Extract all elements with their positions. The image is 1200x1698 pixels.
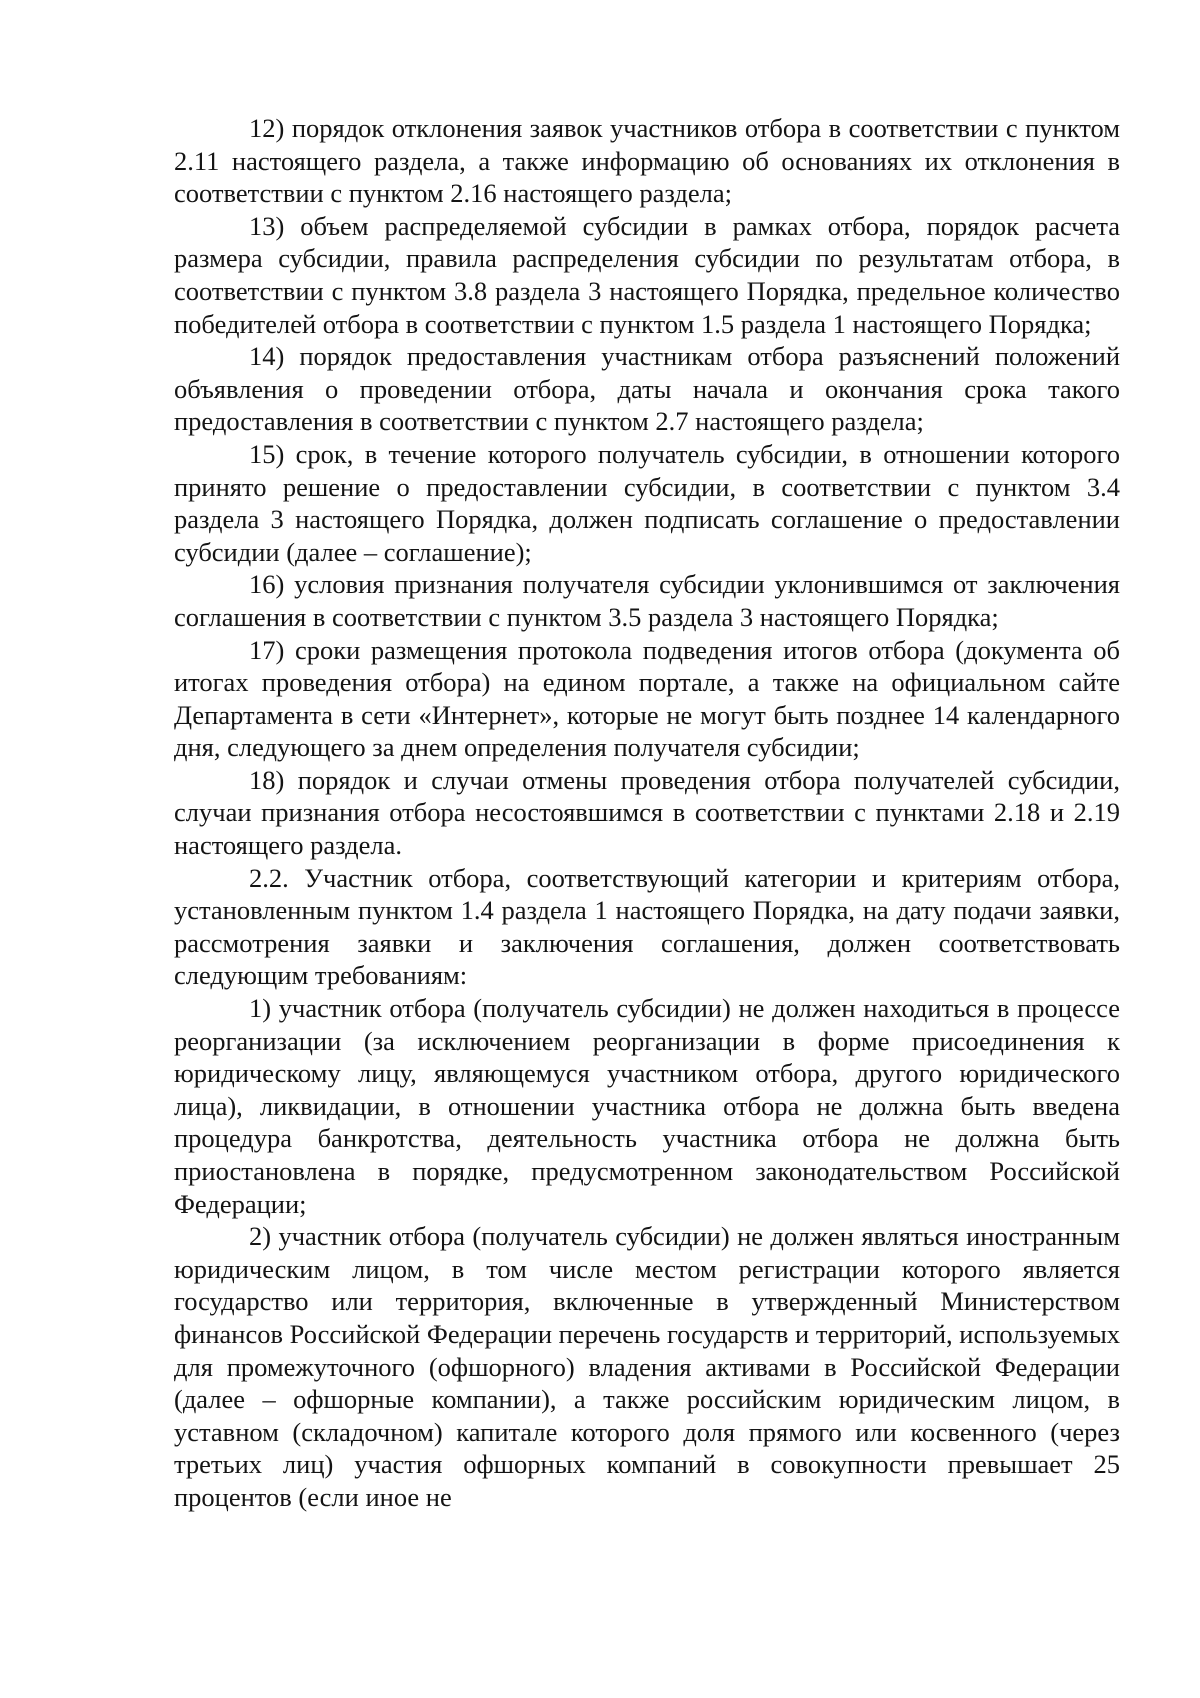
paragraph-item-13: 13) объем распределяемой субсидии в рамках отбора, порядок расчета размера субсидии, правила распределения субсидии по результатам отбора, в соответствии с пунктом 3.8 раздела 3 настоящего Порядка, предельное количество победителей отбора в соответствии с пунктом 1.5 раздела 1 настоящего Порядка; <box>174 210 1120 339</box>
paragraph-item-16: 16) условия признания получателя субсидии уклонившимся от заключения соглашения в соответствии с пунктом 3.5 раздела 3 настоящего Порядка; <box>174 569 1120 632</box>
paragraph-item-12: 12) порядок отклонения заявок участников отбора в соответствии с пунктом 2.11 настоящего раздела, а также информацию об основаниях их отклонения в соответствии с пунктом 2.16 настоящего раздела; <box>174 113 1120 209</box>
paragraph-requirement-1: 1) участник отбора (получатель субсидии) не должен находиться в процессе реорганизации (за исключением реорганизации в форме присоединения к юридическому лицу, являющемуся участником отбора, другого юридического лица), ликвидации, в отношении участника отбора не должна быть введена процедура банкротства, деятельность участника отбора не должна быть приостановлена в порядке, предусмотренном законодательством Российской Федерации; <box>174 993 1120 1219</box>
document-body <box>174 112 1120 1514</box>
paragraph-item-17: 17) сроки размещения протокола подведения итогов отбора (документа об итогах проведения отбора) на едином портале, а также на официальном сайте Департамента в сети «Интернет», которые не могут быть позднее 14 календарного дня, следующего за днем определения получателя субсидии; <box>174 634 1120 763</box>
paragraph-item-14: 14) порядок предоставления участникам отбора разъяснений положений объявления о проведении отбора, даты начала и окончания срока такого предоставления в соответствии с пунктом 2.7 настоящего раздела; <box>174 341 1120 437</box>
paragraph-requirement-2: 2) участник отбора (получатель субсидии) не должен являться иностранным юридическим лицом, в том числе местом регистрации которого является государство или территория, включенные в утвержденный Министерством финансов Российской Федерации перечень государств и территорий, используемых для промежуточного (офшорного) владения активами в Российской Федерации (далее – офшорные компании), а также российским юридическим лицом, в уставном (складочном) капитале которого доля прямого или косвенного (через третьих лиц) участия офшорных компаний в совокупности превышает 25 процентов (если иное не <box>174 1221 1120 1512</box>
paragraph-item-18: 18) порядок и случаи отмены проведения отбора получателей субсидии, случаи признания отбора несостоявшимся в соответствии с пунктами 2.18 и 2.19 настоящего раздела. <box>174 764 1120 861</box>
paragraph-item-15: 15) срок, в течение которого получатель субсидии, в отношении которого принято решение о предоставлении субсидии, в соответствии с пунктом 3.4 раздела 3 настоящего Порядка, должен подписать соглашение о предоставлении субсидии (далее – соглашение); <box>174 438 1120 567</box>
paragraph-section-2-2: 2.2. Участник отбора, соответствующий категории и критериям отбора, установленным пунктом 1.4 раздела 1 настоящего Порядка, на дату подачи заявки, рассмотрения заявки и заключения соглашения, должен соответствовать следующим требованиям: <box>174 862 1120 991</box>
